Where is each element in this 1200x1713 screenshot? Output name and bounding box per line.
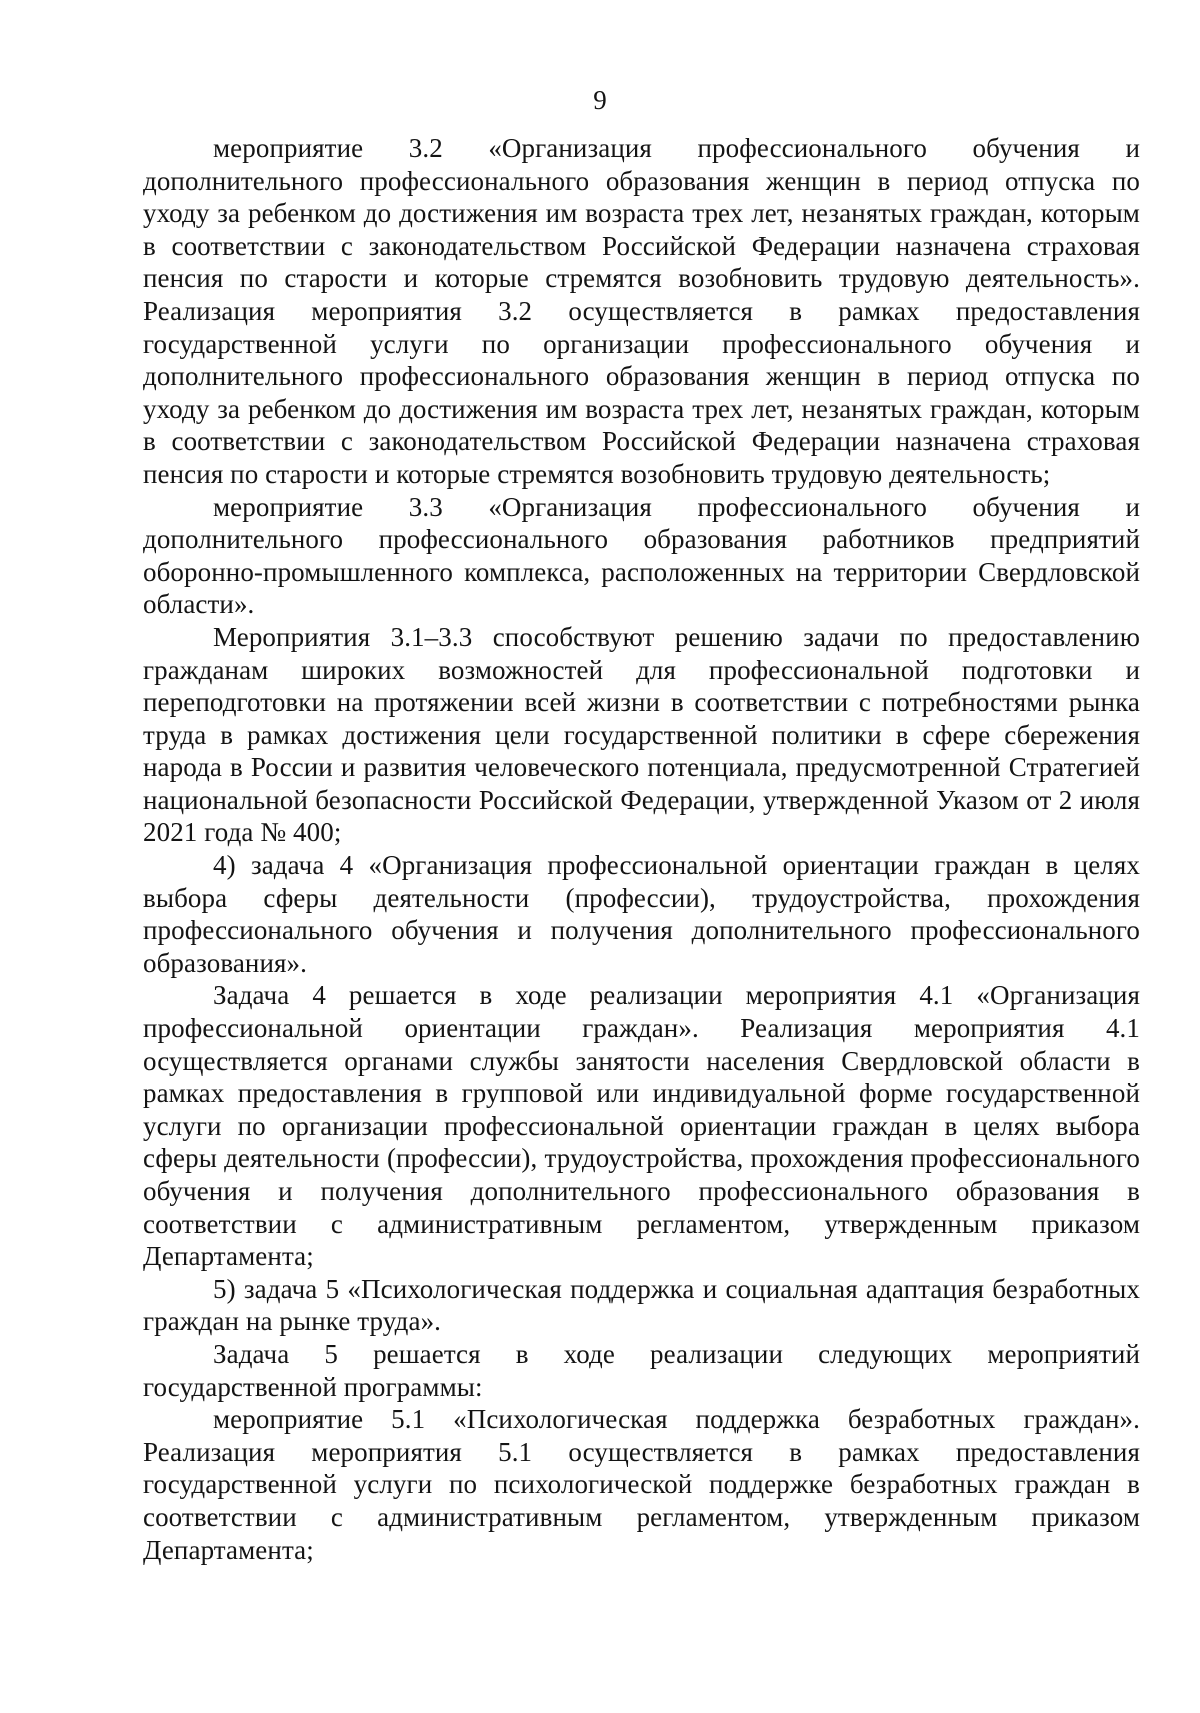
paragraph-task-5-solution: Задача 5 решается в ходе реализации следующих мероприятий государственной программы: [143,1338,1140,1402]
paragraph-event-3-3: мероприятие 3.3 «Организация профессионального обучения и дополнительного профессионального образования работников предприятий оборонно-промышленного комплекса, расположенных на территории Свердловской области». [143,491,1140,620]
page-number: 9 [593,85,607,115]
document-body [143,132,1140,1566]
paragraph-task-4: 4) задача 4 «Организация профессиональной ориентации граждан в целях выбора сферы деятельности (профессии), трудоустройства, прохождения профессионального обучения и получения дополнительного профессионального образования». [143,850,1140,978]
paragraph-event-5-1: мероприятие 5.1 «Психологическая поддержка безработных граждан». Реализация мероприятия 5.1 осуществляется в рамках предоставления государственной услуги по психологической поддержке безработных граждан в соответствии с административным регламентом, утвержденным приказом Департамента; [143,1404,1140,1565]
paragraph-task-5: 5) задача 5 «Психологическая поддержка и социальная адаптация безработных граждан на рынке труда». [143,1273,1140,1337]
paragraph-task-4-solution: Задача 4 решается в ходе реализации мероприятия 4.1 «Организация профессиональной ориентации граждан». Реализация мероприятия 4.1 осуществляется органами службы занятости населения Свердловской области в рамках предоставления в групповой или индивидуальной форме государственной услуги по организации профессиональной ориентации граждан в целях выбора сферы деятельности (профессии), трудоустройства, прохождения профессионального обучения и получения дополнительного профессионального образования в соответствии с административным регламентом, утвержденным приказом Департамента; [143,980,1140,1272]
paragraph-events-3-1-3-3: Мероприятия 3.1–3.3 способствуют решению задачи по предоставлению гражданам широких возможностей для профессиональной подготовки и переподготовки на протяжении всей жизни в соответствии с потребностями рынка труда в рамках достижения цели государственной политики в сфере сбережения народа в России и развития человеческого потенциала, предусмотренной Стратегией национальной безопасности Российской Федерации, утвержденной Указом от 2 июля 2021 года № 400; [143,621,1140,848]
paragraph-event-3-2: мероприятие 3.2 «Организация профессионального обучения и дополнительного профессионального образования женщин в период отпуска по уходу за ребенком до достижения им возраста трех лет, незанятых граждан, которым в соответствии с законодательством Российской Федерации назначена страховая пенсия по старости и которые стремятся возобновить трудовую деятельность». Реализация мероприятия 3.2 осуществляется в рамках предоставления государственной услуги по организации профессионального обучения и дополнительного профессионального образования женщин в период отпуска по уходу за ребенком до достижения им возраста трех лет, незанятых граждан, которым в соответствии с законодательством Российской Федерации назначена страховая пенсия по старости и которые стремятся возобновить трудовую деятельность; [143,133,1140,489]
